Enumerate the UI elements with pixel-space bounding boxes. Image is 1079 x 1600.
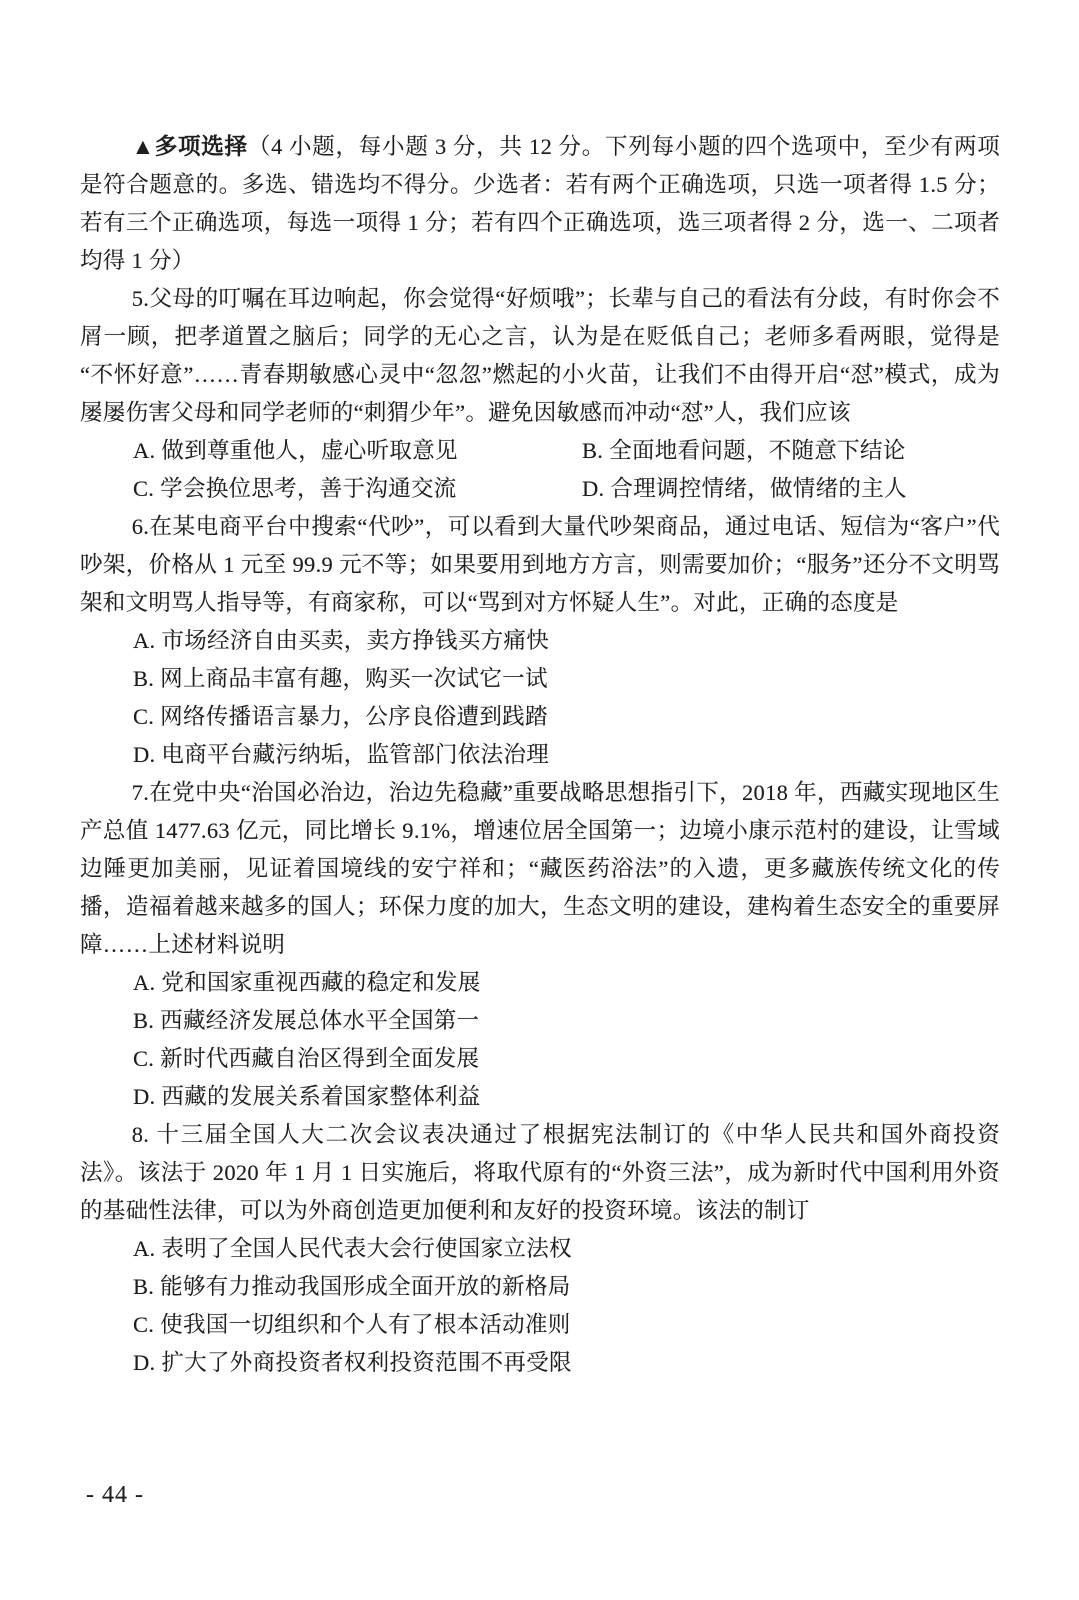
question-6 <box>80 508 1000 774</box>
question-5-text: 父母的叮嘱在耳边响起，你会觉得“好烦哦”；长辈与自己的看法有分歧，有时你会不屑一顾，把孝道置之脑后；同学的无心之言，认为是在贬低自己；老师多看两眼，觉得是“不怀好意”……青春期敏感心灵中“忽忽”燃起的小火苗，让我们不由得开启“怼”模式，成为屡屡伤害父母和同学老师的“刺猬少年”。避免因敏感而冲动“怼”人，我们应该 <box>80 286 1000 425</box>
question-6-options <box>80 622 1000 774</box>
exam-text-block <box>80 128 1000 1382</box>
question-5-stem <box>80 280 1000 432</box>
question-6-option-a: A. 市场经济自由买卖，卖方挣钱买方痛快 <box>133 628 549 653</box>
page-number: - 44 - <box>86 1482 144 1508</box>
question-7-text: 在党中央“治国必治边，治边先稳藏”重要战略思想指引下，2018 年，西藏实现地区生产总值 1477.63 亿元，同比增长 9.1%，增速位居全国第一；边境小康示范村的建设，让雪域边陲更加美丽，见证着国境线的安宁祥和；“藏医药浴法”的入遗，更多藏族传统文化的传播，造福着越来越多的国人；环保力度的加大，生态文明的建设，建构着生态安全的重要屏障……上述材料说明 <box>80 780 1000 957</box>
question-5-options <box>80 432 1000 508</box>
question-6-text: 在某电商平台中搜索“代吵”，可以看到大量代吵架商品，通过电话、短信为“客户”代吵架，价格从 1 元至 99.9 元不等；如果要用到地方方言，则需要加价；“服务”还分不文明骂架和文明骂人指导等，有商家称，可以“骂到对方怀疑人生”。对此，正确的态度是 <box>80 514 1000 615</box>
question-6-option-d: D. 电商平台藏污纳垢，监管部门依法治理 <box>133 742 549 767</box>
question-5-option-c: C. 学会换位思考，善于沟通交流 <box>133 476 457 501</box>
question-7-stem <box>80 774 1000 964</box>
question-8-text: 十三届全国人大二次会议表决通过了根据宪法制订的《中华人民共和国外商投资法》。该法于 2020 年 1 月 1 日实施后，将取代原有的“外资三法”，成为新时代中国利用外资的基础性法律，可以为外商创造更加便利和友好的投资环境。该法的制订 <box>80 1122 1000 1223</box>
section-header-rules: （4 小题，每小题 3 分，共 12 分。下列每小题的四个选项中，至少有两项是符合题意的。多选、错选均不得分。少选者：若有两个正确选项，只选一项者得 1.5 分；若有三个正确选项，每选一项得 1 分；若有四个正确选项，选三项者得 2 分，选一、二项者均得 1 分） <box>80 134 1000 273</box>
question-7-option-d: D. 西藏的发展关系着国家整体利益 <box>133 1084 481 1109</box>
question-5-option-b: B. 全面地看问题，不随意下结论 <box>582 438 906 463</box>
question-8-option-a: A. 表明了全国人民代表大会行使国家立法权 <box>133 1236 572 1261</box>
question-7-option-a: A. 党和国家重视西藏的稳定和发展 <box>133 970 481 995</box>
section-header-marker: ▲多项选择 <box>131 134 248 159</box>
question-7-number: 7. <box>131 780 150 805</box>
question-5-option-a: A. 做到尊重他人，虚心听取意见 <box>133 438 458 463</box>
question-8-options <box>80 1230 1000 1382</box>
question-5-option-d: D. 合理调控情绪，做情绪的主人 <box>582 476 907 501</box>
question-6-stem <box>80 508 1000 622</box>
question-5 <box>80 280 1000 508</box>
question-8-number: 8. <box>131 1122 157 1147</box>
question-7-option-b: B. 西藏经济发展总体水平全国第一 <box>133 1008 480 1033</box>
question-7-option-c: C. 新时代西藏自治区得到全面发展 <box>133 1046 480 1071</box>
question-8-stem <box>80 1116 1000 1230</box>
question-8 <box>80 1116 1000 1382</box>
question-8-option-d: D. 扩大了外商投资者权利投资范围不再受限 <box>133 1350 572 1375</box>
section-header <box>80 128 1000 280</box>
question-6-option-c: C. 网络传播语言暴力，公序良俗遭到践踏 <box>133 704 548 729</box>
question-5-number: 5. <box>131 286 150 311</box>
question-8-option-b: B. 能够有力推动我国形成全面开放的新格局 <box>133 1274 571 1299</box>
question-7 <box>80 774 1000 1116</box>
question-6-option-b: B. 网上商品丰富有趣，购买一次试它一试 <box>133 666 548 691</box>
question-7-options <box>80 964 1000 1116</box>
question-6-number: 6. <box>131 514 150 539</box>
question-8-option-c: C. 使我国一切组织和个人有了根本活动准则 <box>133 1312 571 1337</box>
